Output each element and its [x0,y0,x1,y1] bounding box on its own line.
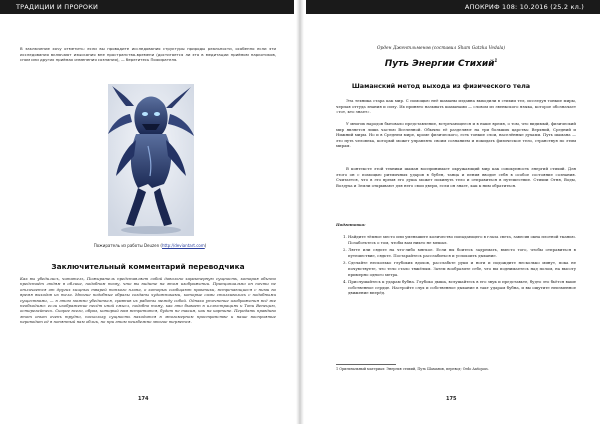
illustration-caption [60,243,240,248]
title-footnote-marker: 1 [494,58,498,63]
right-running-header: АПОКРИФ 108: 10.2016 (25.2 кл.) [306,0,600,14]
section-title: Заключительный комментарий переводчика [51,262,245,271]
step-item: 4. Прислушайтесь к ударам бубна. Глубоко дыша, вслушайтесь в его звук и представьте, будто это бьётся ваше собственное сердце. Настройте слух и собственное дыхание в такт ударам бубна, и вы ощутите неизменное движение вперёд. [348,279,576,296]
right-page [306,0,600,424]
footnote-divider [336,364,396,365]
preparation-steps [336,234,576,298]
right-page-number: 175 [446,396,457,402]
paragraph-3: В контексте этой техники шаман воспринимает окружающий мир как совокупность энергий стихий. Для этого он с помощью ритмичных ударов в бубен, танца и пения вводит себя в особое состояние сознания. Считается, что в это время его душа может покинуть тело и отправиться в путешествие. Стихии Огня, Воды, Воздуха и Земли открывают для него свои двери, если он знает, как к ним обратиться. [336,166,576,188]
article-title-text: Путь Энергии Стихий [384,59,495,69]
paragraph-1: Эта техника стара как мир. С помощью неё шаманы издавна выходили в стихии тел, исследуя тонкие миры, черпая оттуда знания и силу. Их принято называть шаманами — словом из эвенкского языка, которое обозначает «тот, кто знает». [336,98,576,115]
left-page-number: 174 [138,396,149,402]
step-item: 2. Лягте или сядьте на что-либо мягкое. Если вы боитесь задремать, вместо того, чтобы отправиться в путешествие, сядьте. Постарайтесь расслабиться и успокоить дыхание. [348,247,576,258]
article-title [306,58,576,69]
devourer-creature-image [108,84,194,236]
article-subtitle: Шаманский метод выхода из физического тела [351,82,531,90]
step-item: 1. Найдите тёмное место или уменьшите количество попадающего в глаза света, завесив окна плотной тканью. Позаботьтесь о том, чтобы вам никто не мешал. [348,234,576,245]
book-spine [296,0,304,424]
author-line: Орден Джентльменов (составил Sham Gatzka Vedala) [376,46,506,51]
creature-illustration [108,84,194,236]
intro-paragraph: В заключение хочу отметить: если вы проводите исследования структуры природы реальности, особенно если эти исследования включают изыскания вне пространства-времени (достигается ли это в медитации приёмом наркотиков, сном или других приёмах изменения сознания), — берегитесь Пожирателя. [20,46,276,63]
translator-comment-body: Как вы убедились, читатель, Пожиратель представляет собой довольно характерную сущность, которая обычно предстаёт людям в облике, подобном тому, что вы видите на этом изображении. Принципиально он почти не отличается от других хищных тварей тонкого плана, о которых сообщают практики, встречающиеся с ними во время выходов из тела. Многие подобные образы созданы художниками, которые сами сталкивались с подобными существами, — в этом можно убедиться, сравнив их работы между собой. Однако уточнение изображения всё же необходимо: если изображение несёт иной смысл, подобно тому, как это бывает в иллюстрациях к Тони Венецию, остерегайтесь. Скорее всего, образ, который вам встретится, будет не таким, как на картине. Передать правдиво этот опыт очень трудно, поскольку сущность находится в многомерном пространстве и наше восприятие переводит её в понятный нам облик, но при этом неизбежно многое теряется. [20,276,276,325]
left-page [0,0,294,424]
step-item: 3. Сделайте несколько глубоких вдохов, расслабьте руки и ноги и подождите несколько минут, пока не почувствуете, что тело стало тяжёлым. Затем вообразите себе, что вы поднимаетесь над полом, на высоту примерно одного метра. [348,260,576,277]
caption-link[interactable]: http://deviantart.com [161,243,205,248]
caption-prefix: Пожиратель из работы Deuzen ( [93,243,162,248]
left-running-header: ТРАДИЦИИ И ПРОРОКИ [0,0,294,14]
caption-suffix: ) [204,243,207,248]
footnote: 1 Оригинальный материал: Энергия стихий, Путь Шаманов, перевод: Ordo Antiquus. [336,367,489,371]
preparation-heading: Подготовка: [336,222,366,227]
paragraph-2: У многих народов бытовало представление, встречающееся и в наше время, о том, что видимый, физический мир является лишь частью Вселенной. Обычно её разделяют на три больших царства: Верхний, Средний и Нижний миры. Но и в Среднем мире, кроме физического, есть тонкие слои, населённые духами. Путь шамана — это путь человека, который может управлять своим сознанием и покидать физическое тело, странствуя по этим мирам. [336,121,576,149]
